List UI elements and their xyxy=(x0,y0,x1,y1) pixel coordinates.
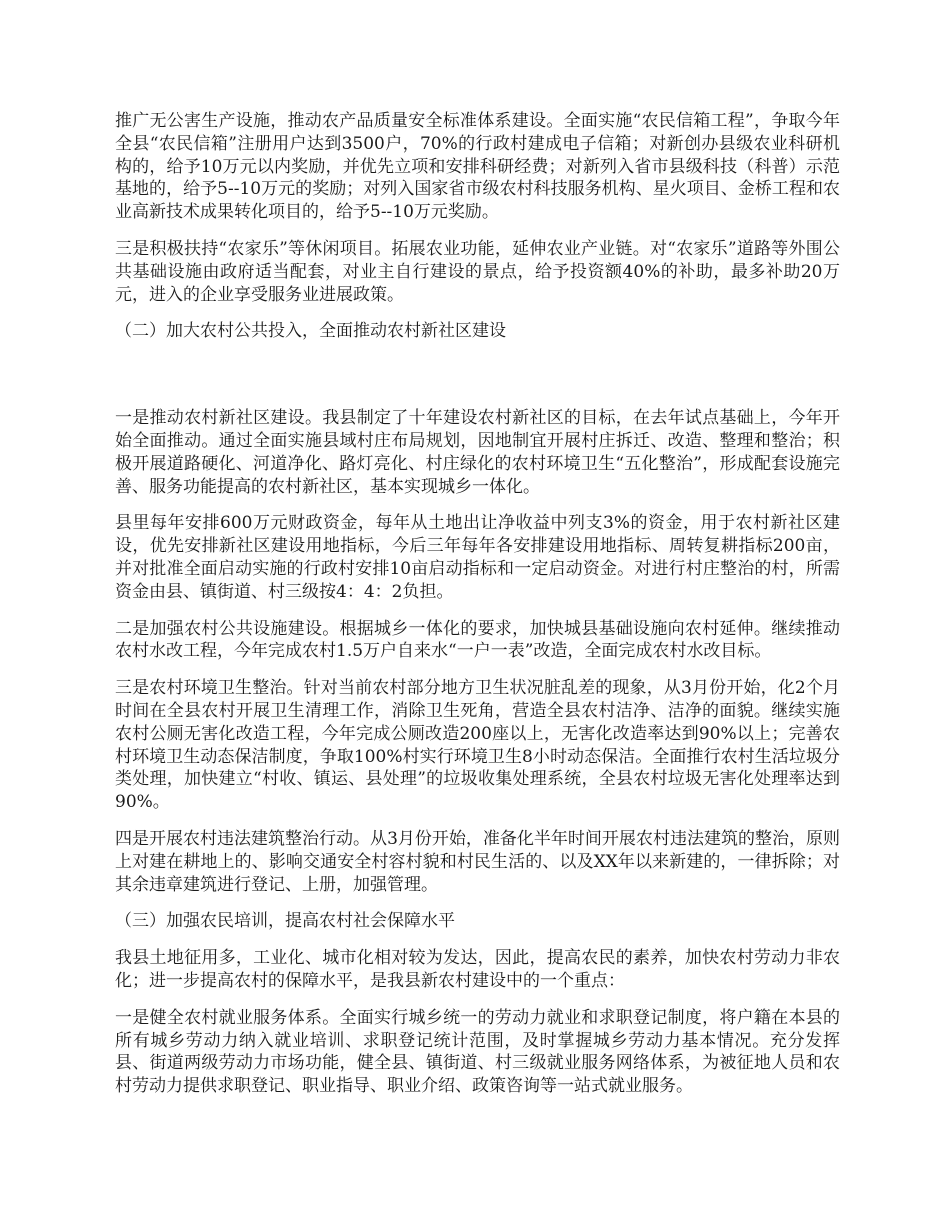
paragraph-county-funding: 县里每年安排600万元财政资金，每年从土地出让净收益中列支3%的资金，用于农村新社区建设，优先安排新社区建设用地指标，今后三年每年各安排建设用地指标、周转复耕指标200亩，并对批准全面启动实施的行政村安排10亩启动指标和一定启动资金。对进行村庄整治的村，所需资金由县、镇街道、村三级按4：4：2负担。 xyxy=(115,513,840,602)
paragraph-public-facilities: 二是加强农村公共设施建设。根据城乡一体化的要求，加快城县基础设施向农村延伸。继续推动农村水改工程，今年完成农村1.5万户自来水“一户一表”改造，全面完成农村水改目标。 xyxy=(115,618,840,662)
section-heading-3: （三）加强农民培训，提高农村社会保障水平 xyxy=(115,911,455,932)
paragraph-agri-tech: 推广无公害生产设施，推动农产品质量安全标准体系建设。全面实施“农民信箱工程”，争取今年全县“农民信箱”注册用户达到3500户，70%的行政村建成电子信箱；对新创办县级农业科研机构的，给予10万元以内奖励，并优先立项和安排科研经费；对新列入省市县级科技（科普）示范基地的，给予5--10万元的奖励；对列入国家省市级农村科技服务机构、星火项目、金桥工程和农业高新技术成果转化项目的，给予5--10万元奖励。 xyxy=(115,111,840,223)
paragraph-sanitation: 三是农村环境卫生整治。针对当前农村部分地方卫生状况脏乱差的现象，从3月份开始，化2个月时间在全县农村开展卫生清理工作，消除卫生死角，营造全县农村洁净、洁净的面貌。继续实施农村公厕无害化改造工程，今年完成公厕改造200座以上，无害化改造率达到90%以上；完善农村环境卫生动态保洁制度，争取100%村实行环境卫生8小时动态保洁。全面推行农村生活垃圾分类处理，加快建立“村收、镇运、县处理”的垃圾收集处理系统，全县农村垃圾无害化处理率达到90%。 xyxy=(115,678,840,813)
section-heading-2: （二）加大农村公共投入，全面推动农村新社区建设 xyxy=(115,321,506,342)
paragraph-new-community: 一是推动农村新社区建设。我县制定了十年建设农村新社区的目标，在去年试点基础上，今年开始全面推动。通过全面实施县域村庄布局规划，因地制宜开展村庄拆迁、改造、整理和整治；积极开展道路硬化、河道净化、路灯亮化、村庄绿化的农村环境卫生“五化整治”，形成配套设施完善、服务功能提高的农村新社区，基本实现城乡一体化。 xyxy=(115,408,840,497)
paragraph-farm-tourism: 三是积极扶持“农家乐”等休闲项目。拓展农业功能，延伸农业产业链。对“农家乐”道路等外围公共基础设施由政府适当配套，对业主自行建设的景点，给予投资额40%的补助，最多补助20万元，进入的企业享受服务业进展政策。 xyxy=(115,238,840,305)
paragraph-illegal-buildings: 四是开展农村违法建筑整治行动。从3月份开始，准备化半年时间开展农村违法建筑的整治，原则上对建在耕地上的、影响交通安全村容村貌和村民生活的、以及XX年以来新建的，一律拆除；对其余违章建筑进行登记、上册，加强管理。 xyxy=(115,828,840,895)
paragraph-farmer-training: 我县土地征用多，工业化、城市化相对较为发达，因此，提高农民的素养，加快农村劳动力非农化；进一步提高农村的保障水平，是我县新农村建设中的一个重点： xyxy=(115,948,840,991)
blank-gap xyxy=(115,357,840,407)
paragraph-employment-service: 一是健全农村就业服务体系。全面实行城乡统一的劳动力就业和求职登记制度，将户籍在本县的所有城乡劳动力纳入就业培训、求职登记统计范围，及时掌握城乡劳动力基本情况。充分发挥县、街道两级劳动力市场功能，健全县、镇街道、村三级就业服务网络体系，为被征地人员和农村劳动力提供求职登记、职业指导、职业介绍、政策咨询等一站式就业服务。 xyxy=(115,1007,840,1097)
